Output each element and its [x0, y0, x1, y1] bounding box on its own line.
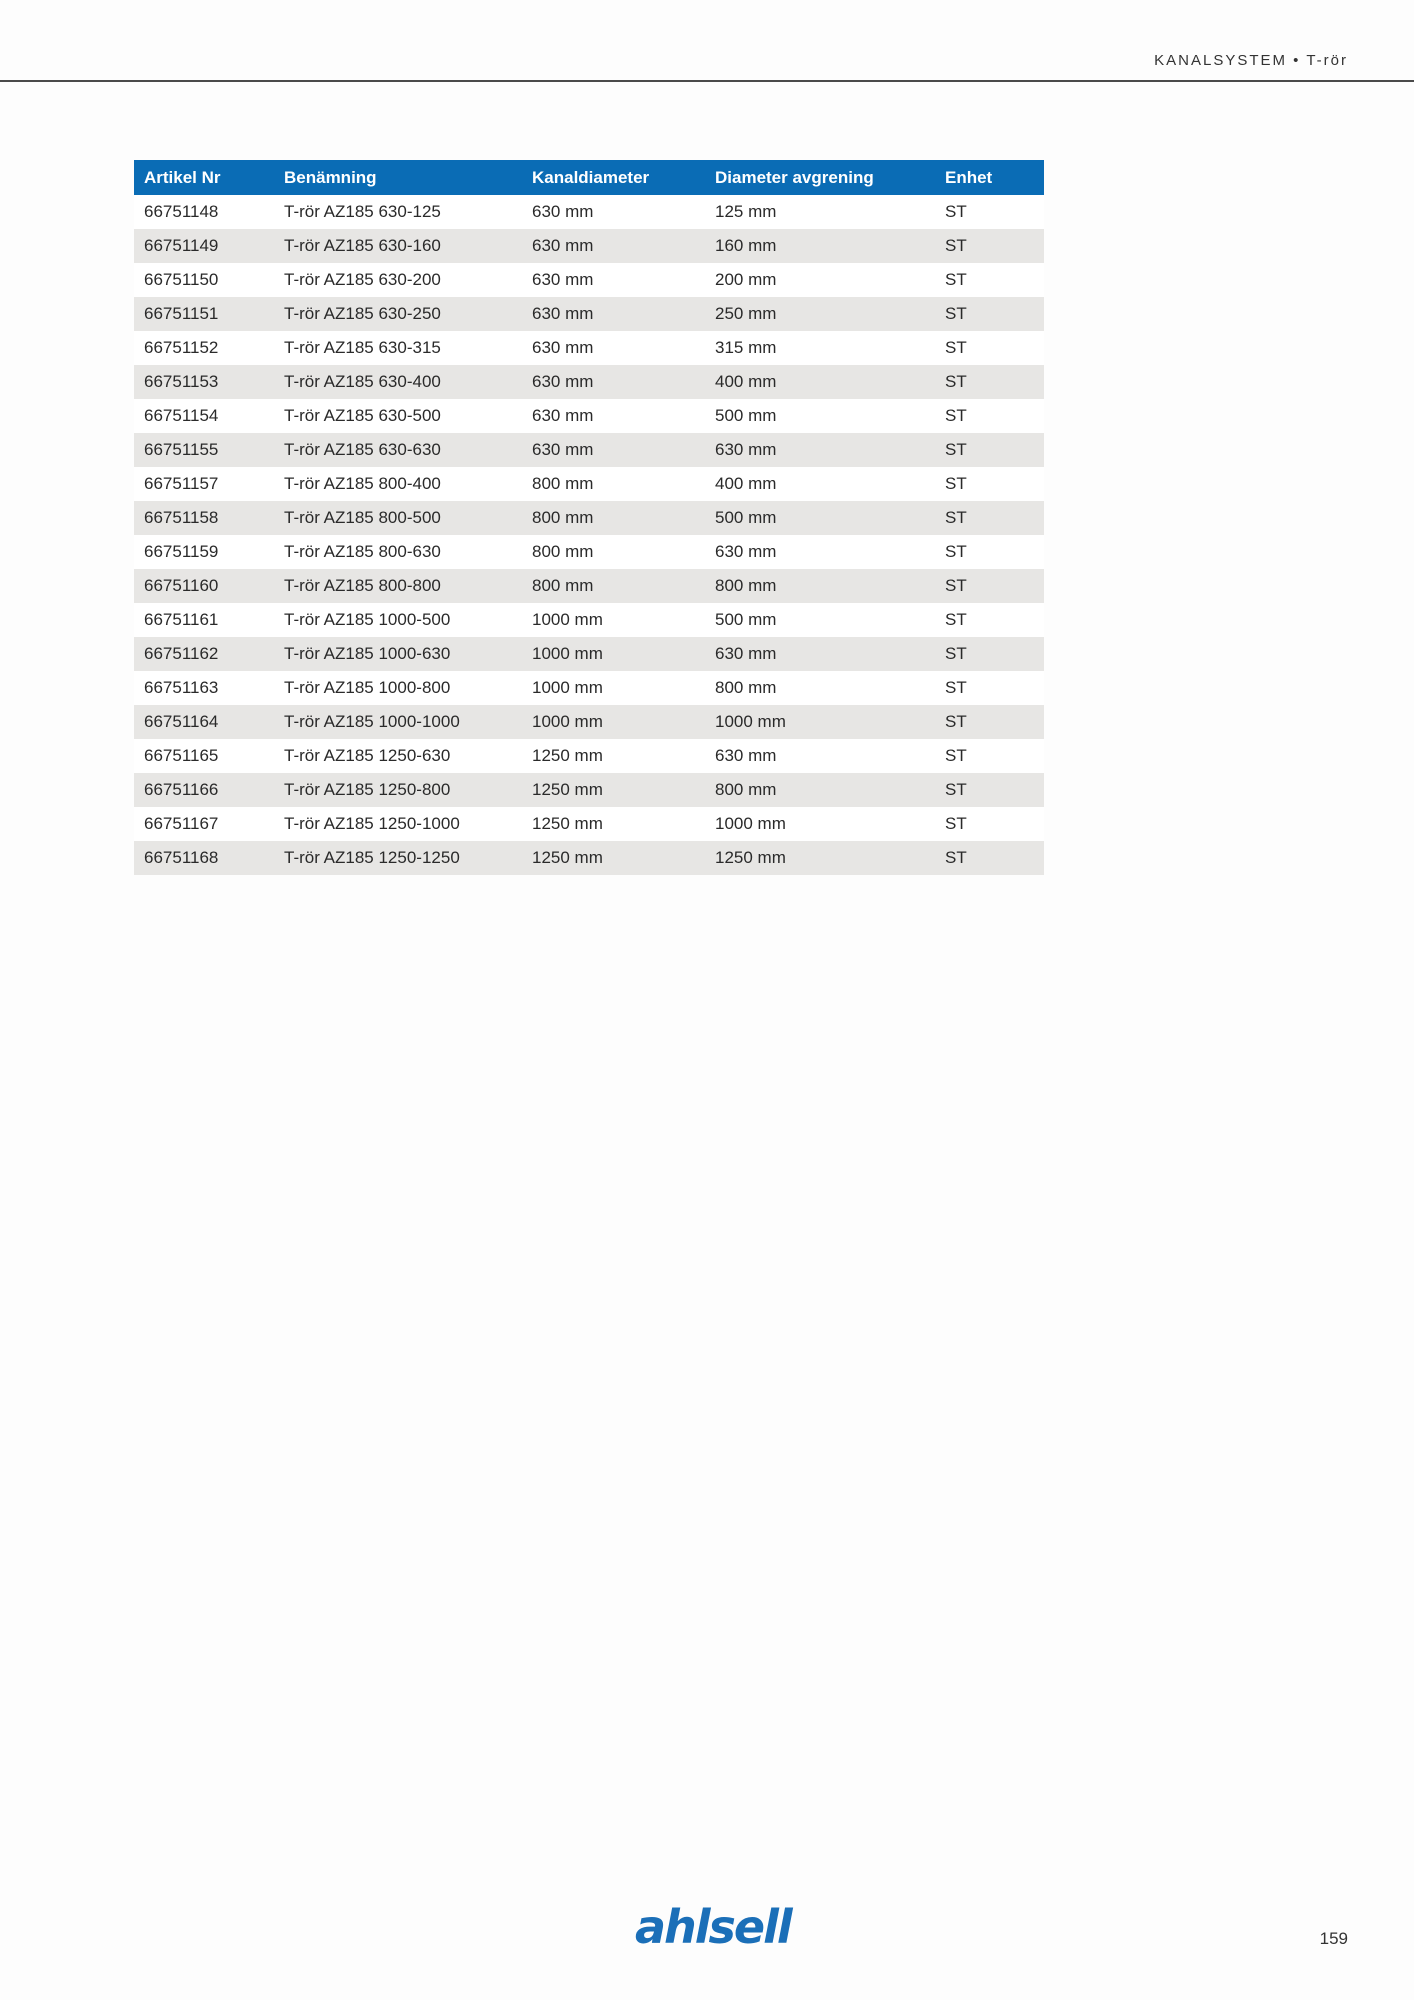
cell-diameter-avgrening: 400 mm	[705, 365, 935, 399]
cell-diameter-avgrening: 500 mm	[705, 501, 935, 535]
cell-benamning: T-rör AZ185 1000-500	[274, 603, 522, 637]
table-row	[134, 841, 1044, 875]
cell-artikel-nr: 66751149	[134, 229, 274, 263]
table-row	[134, 705, 1044, 739]
cell-diameter-avgrening: 500 mm	[705, 603, 935, 637]
cell-enhet: ST	[935, 501, 1044, 535]
cell-artikel-nr: 66751151	[134, 297, 274, 331]
cell-diameter-avgrening: 200 mm	[705, 263, 935, 297]
ahlsell-logo: ahlsell	[635, 1900, 791, 1954]
cell-benamning: T-rör AZ185 630-315	[274, 331, 522, 365]
cell-benamning: T-rör AZ185 630-125	[274, 195, 522, 229]
cell-enhet: ST	[935, 535, 1044, 569]
cell-enhet: ST	[935, 569, 1044, 603]
cell-enhet: ST	[935, 399, 1044, 433]
table-row	[134, 467, 1044, 501]
table-row	[134, 365, 1044, 399]
cell-artikel-nr: 66751152	[134, 331, 274, 365]
cell-kanaldiameter: 1000 mm	[522, 603, 705, 637]
cell-artikel-nr: 66751166	[134, 773, 274, 807]
table-body	[134, 195, 1044, 875]
cell-kanaldiameter: 800 mm	[522, 467, 705, 501]
cell-diameter-avgrening: 500 mm	[705, 399, 935, 433]
cell-kanaldiameter: 1250 mm	[522, 739, 705, 773]
cell-kanaldiameter: 630 mm	[522, 263, 705, 297]
cell-artikel-nr: 66751167	[134, 807, 274, 841]
cell-kanaldiameter: 630 mm	[522, 365, 705, 399]
cell-kanaldiameter: 630 mm	[522, 229, 705, 263]
table-row	[134, 535, 1044, 569]
cell-benamning: T-rör AZ185 630-630	[274, 433, 522, 467]
cell-kanaldiameter: 1000 mm	[522, 671, 705, 705]
cell-diameter-avgrening: 160 mm	[705, 229, 935, 263]
cell-diameter-avgrening: 250 mm	[705, 297, 935, 331]
cell-artikel-nr: 66751153	[134, 365, 274, 399]
cell-benamning: T-rör AZ185 800-800	[274, 569, 522, 603]
table-row	[134, 195, 1044, 229]
cell-artikel-nr: 66751155	[134, 433, 274, 467]
table-row	[134, 671, 1044, 705]
table-row	[134, 807, 1044, 841]
cell-benamning: T-rör AZ185 1250-630	[274, 739, 522, 773]
cell-artikel-nr: 66751161	[134, 603, 274, 637]
cell-benamning: T-rör AZ185 630-250	[274, 297, 522, 331]
cell-diameter-avgrening: 630 mm	[705, 637, 935, 671]
cell-artikel-nr: 66751165	[134, 739, 274, 773]
cell-benamning: T-rör AZ185 800-500	[274, 501, 522, 535]
cell-enhet: ST	[935, 637, 1044, 671]
cell-enhet: ST	[935, 671, 1044, 705]
column-header-enhet: Enhet	[935, 160, 1044, 195]
cell-diameter-avgrening: 630 mm	[705, 739, 935, 773]
page-number: 159	[1319, 1929, 1348, 1948]
cell-diameter-avgrening: 800 mm	[705, 569, 935, 603]
cell-artikel-nr: 66751164	[134, 705, 274, 739]
cell-benamning: T-rör AZ185 630-500	[274, 399, 522, 433]
cell-enhet: ST	[935, 603, 1044, 637]
column-header-artikel-nr: Artikel Nr	[134, 160, 274, 195]
table-row	[134, 229, 1044, 263]
table-row	[134, 331, 1044, 365]
table-row	[134, 433, 1044, 467]
section-header: KANALSYSTEM • T-rör	[1154, 52, 1348, 69]
cell-kanaldiameter: 630 mm	[522, 195, 705, 229]
cell-diameter-avgrening: 1000 mm	[705, 807, 935, 841]
cell-benamning: T-rör AZ185 630-400	[274, 365, 522, 399]
cell-kanaldiameter: 630 mm	[522, 297, 705, 331]
cell-kanaldiameter: 1250 mm	[522, 773, 705, 807]
cell-artikel-nr: 66751150	[134, 263, 274, 297]
table-row	[134, 739, 1044, 773]
cell-diameter-avgrening: 1250 mm	[705, 841, 935, 875]
cell-artikel-nr: 66751158	[134, 501, 274, 535]
table-row	[134, 297, 1044, 331]
cell-diameter-avgrening: 315 mm	[705, 331, 935, 365]
cell-enhet: ST	[935, 841, 1044, 875]
cell-diameter-avgrening: 800 mm	[705, 773, 935, 807]
cell-kanaldiameter: 800 mm	[522, 501, 705, 535]
cell-enhet: ST	[935, 773, 1044, 807]
cell-kanaldiameter: 630 mm	[522, 433, 705, 467]
cell-diameter-avgrening: 1000 mm	[705, 705, 935, 739]
cell-kanaldiameter: 630 mm	[522, 399, 705, 433]
cell-artikel-nr: 66751163	[134, 671, 274, 705]
cell-enhet: ST	[935, 433, 1044, 467]
table-row	[134, 501, 1044, 535]
cell-benamning: T-rör AZ185 1000-1000	[274, 705, 522, 739]
cell-kanaldiameter: 1250 mm	[522, 807, 705, 841]
cell-benamning: T-rör AZ185 800-400	[274, 467, 522, 501]
cell-artikel-nr: 66751162	[134, 637, 274, 671]
cell-kanaldiameter: 1000 mm	[522, 637, 705, 671]
cell-benamning: T-rör AZ185 1000-630	[274, 637, 522, 671]
cell-kanaldiameter: 800 mm	[522, 535, 705, 569]
cell-kanaldiameter: 1250 mm	[522, 841, 705, 875]
column-header-benamning: Benämning	[274, 160, 522, 195]
column-header-diameter-avgrening: Diameter avgrening	[705, 160, 935, 195]
cell-benamning: T-rör AZ185 1250-1250	[274, 841, 522, 875]
cell-benamning: T-rör AZ185 1250-1000	[274, 807, 522, 841]
table-header-row	[134, 160, 1044, 195]
product-table	[134, 160, 1044, 875]
table-row	[134, 399, 1044, 433]
header-divider	[0, 80, 1414, 82]
cell-benamning: T-rör AZ185 1000-800	[274, 671, 522, 705]
cell-diameter-avgrening: 800 mm	[705, 671, 935, 705]
cell-enhet: ST	[935, 263, 1044, 297]
cell-enhet: ST	[935, 467, 1044, 501]
cell-kanaldiameter: 630 mm	[522, 331, 705, 365]
cell-kanaldiameter: 800 mm	[522, 569, 705, 603]
cell-benamning: T-rör AZ185 800-630	[274, 535, 522, 569]
product-table-container	[134, 160, 1044, 875]
cell-enhet: ST	[935, 739, 1044, 773]
cell-benamning: T-rör AZ185 1250-800	[274, 773, 522, 807]
table-row	[134, 263, 1044, 297]
cell-artikel-nr: 66751159	[134, 535, 274, 569]
cell-enhet: ST	[935, 705, 1044, 739]
table-row	[134, 569, 1044, 603]
table-row	[134, 637, 1044, 671]
cell-artikel-nr: 66751154	[134, 399, 274, 433]
cell-artikel-nr: 66751148	[134, 195, 274, 229]
cell-enhet: ST	[935, 365, 1044, 399]
table-row	[134, 603, 1044, 637]
cell-artikel-nr: 66751157	[134, 467, 274, 501]
cell-enhet: ST	[935, 807, 1044, 841]
cell-diameter-avgrening: 125 mm	[705, 195, 935, 229]
cell-enhet: ST	[935, 297, 1044, 331]
cell-diameter-avgrening: 630 mm	[705, 433, 935, 467]
cell-diameter-avgrening: 630 mm	[705, 535, 935, 569]
column-header-kanaldiameter: Kanaldiameter	[522, 160, 705, 195]
cell-benamning: T-rör AZ185 630-160	[274, 229, 522, 263]
cell-kanaldiameter: 1000 mm	[522, 705, 705, 739]
cell-enhet: ST	[935, 195, 1044, 229]
table-row	[134, 773, 1044, 807]
cell-artikel-nr: 66751168	[134, 841, 274, 875]
cell-artikel-nr: 66751160	[134, 569, 274, 603]
cell-diameter-avgrening: 400 mm	[705, 467, 935, 501]
cell-enhet: ST	[935, 331, 1044, 365]
cell-benamning: T-rör AZ185 630-200	[274, 263, 522, 297]
cell-enhet: ST	[935, 229, 1044, 263]
